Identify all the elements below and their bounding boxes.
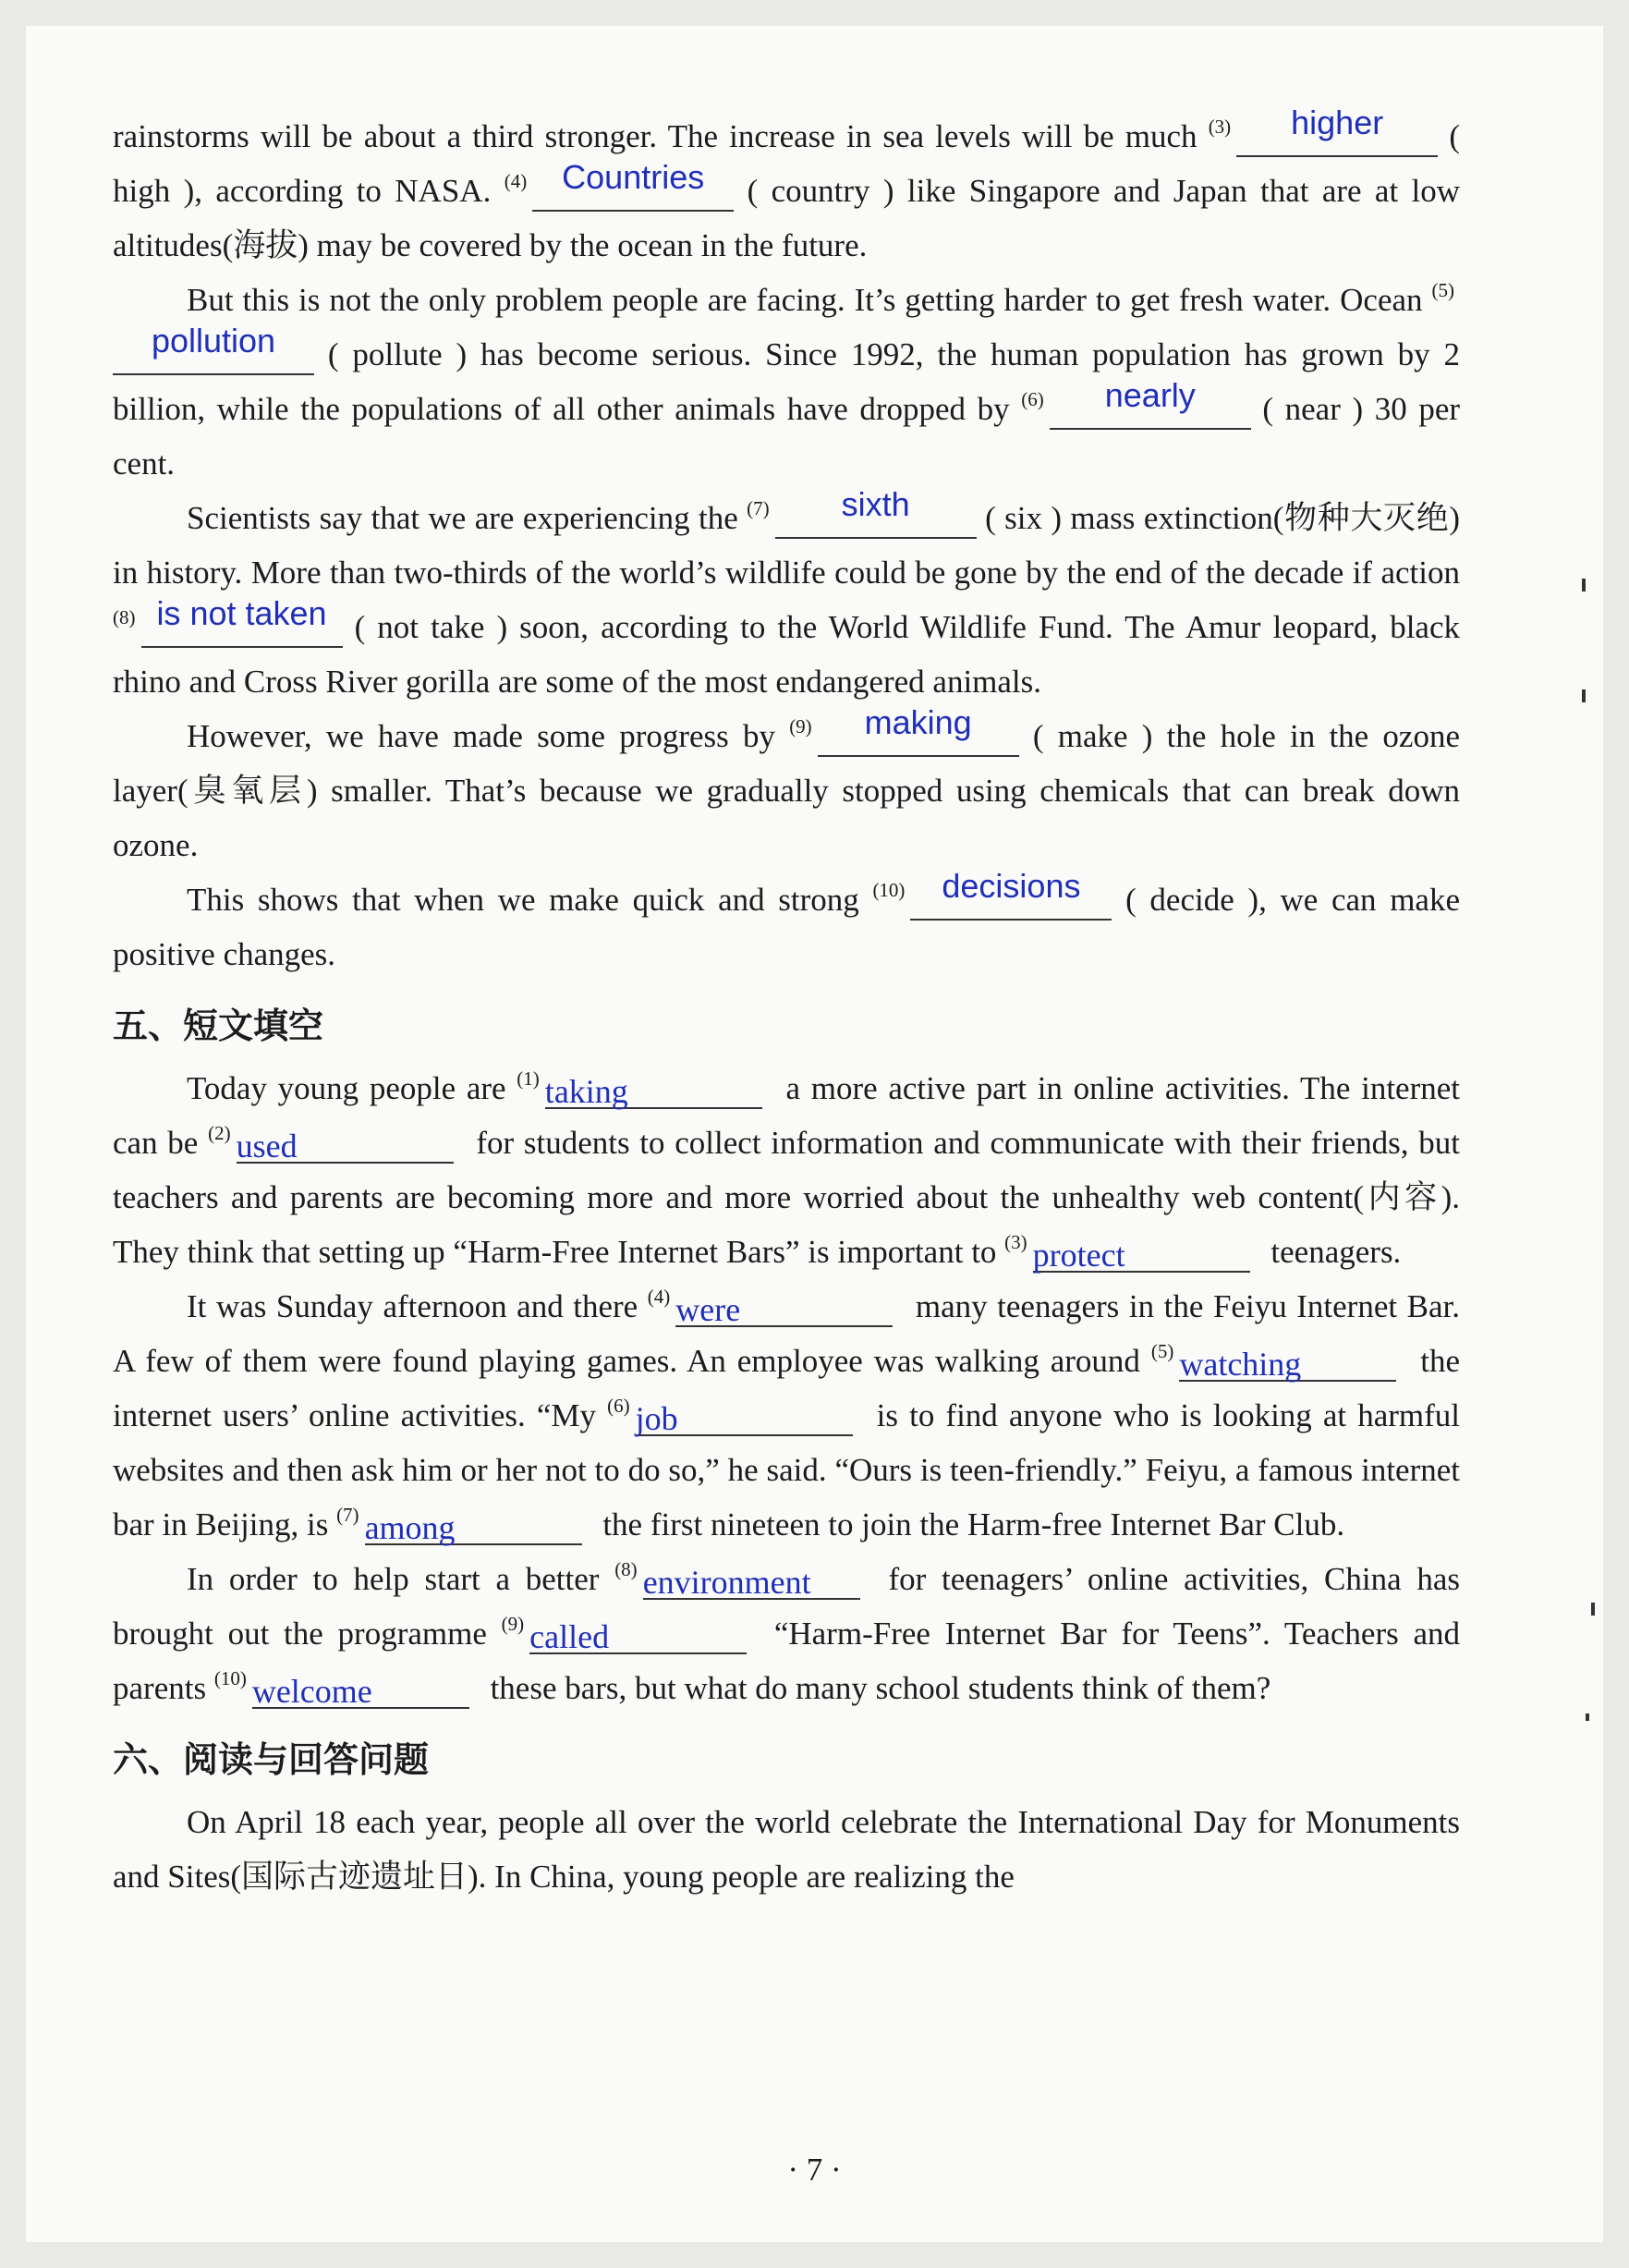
text: However, we have made some progress by bbox=[187, 718, 775, 754]
blank-number: (2) bbox=[208, 1122, 231, 1144]
text: for students to collect information and communicate with their friends, but teachers and parents are becoming more and more worried about the unhealthy web content(内容). They think that setting up “Harm-Free Internet Bars” is important to bbox=[113, 1125, 1461, 1270]
given-letter: t bbox=[544, 1073, 554, 1110]
passage-paragraph bbox=[113, 867, 1461, 982]
answer-blank[interactable] bbox=[252, 1669, 469, 1709]
blank-number: (5) bbox=[1150, 1340, 1174, 1362]
passage-paragraph: On April 18 each year, people all over the world celebrate the International Day for Monuments and Sites(国际古迹遗址日). In China, young people are realizing the bbox=[113, 1804, 1460, 1895]
answer-blank[interactable] bbox=[237, 1124, 454, 1164]
blank-number: (3) bbox=[1208, 116, 1232, 138]
blank-number: (4) bbox=[504, 170, 528, 192]
answer-blank[interactable] bbox=[532, 158, 734, 212]
answer-blank[interactable] bbox=[545, 1069, 762, 1109]
answer-blank[interactable] bbox=[775, 485, 977, 539]
blank-number: (7) bbox=[336, 1504, 359, 1526]
answer-blank[interactable] bbox=[365, 1506, 582, 1545]
answer-blank[interactable] bbox=[1033, 1233, 1250, 1273]
handwritten-answer: rotect bbox=[1049, 1237, 1125, 1274]
blank-number: (8) bbox=[614, 1558, 638, 1580]
given-letter: w bbox=[675, 1291, 700, 1328]
text: ( not take ) soon, according to the World Wildlife Fund. The Amur leopard, black rhino and Cross River gorilla are some of the most endangered animals. bbox=[113, 609, 1460, 700]
scan-mark bbox=[1582, 579, 1586, 591]
text: Scientists say that we are experiencing the bbox=[187, 500, 738, 536]
text: these bars, but what do many school students think of them? bbox=[490, 1670, 1271, 1706]
blank-number: (9) bbox=[789, 715, 812, 738]
handwritten-answer: decisions bbox=[942, 867, 1081, 905]
text: the internet users’ online activities. “My bbox=[113, 1343, 1461, 1433]
given-letter: j bbox=[635, 1400, 645, 1437]
handwritten-answer: alled bbox=[544, 1618, 610, 1655]
text: is to find anyone who is looking at harmful websites and then ask him or her not to do so,” he said. “Ours is teen-friendly.” Feiyu, a famous internet bar in Beijing, is bbox=[113, 1397, 1461, 1542]
handwritten-answer: ere bbox=[699, 1291, 741, 1328]
text: Today young people are bbox=[187, 1070, 506, 1106]
answer-blank[interactable] bbox=[675, 1287, 893, 1327]
text: “Harm-Free Internet Bar for Teens”. Teachers and parents bbox=[113, 1616, 1461, 1706]
text: It was Sunday afternoon and there bbox=[187, 1288, 638, 1324]
text: ( decide ), we can make positive changes. bbox=[113, 882, 1461, 972]
scan-mark bbox=[1586, 1713, 1589, 1721]
handwritten-answer: elcome bbox=[275, 1673, 372, 1710]
text: and Japan that are at low altitudes(海拔) may be covered by the ocean in the future. bbox=[113, 173, 1461, 263]
handwritten-answer: is not taken bbox=[156, 594, 327, 632]
handwritten-answer: nvironment bbox=[657, 1564, 811, 1601]
given-letter: w bbox=[1179, 1346, 1204, 1383]
scan-mark bbox=[1582, 689, 1586, 702]
handwritten-answer: Countries bbox=[562, 158, 705, 196]
text: ( six ) mass extinction(物种大灭绝) in history. More than two-thirds of the world’s wildlife could be gone by the end of the decade if action bbox=[113, 500, 1460, 591]
text: ( near ) 30 per cent. bbox=[113, 391, 1461, 482]
given-letter: w bbox=[251, 1673, 276, 1710]
answer-blank[interactable] bbox=[818, 703, 1019, 757]
text: many teenagers in the Feiyu Internet Bar. A few of them were found playing games. An employee was walking around bbox=[113, 1288, 1460, 1379]
passage-paragraph bbox=[113, 485, 1460, 709]
blank-number: (10) bbox=[872, 879, 906, 901]
blank-number: (4) bbox=[647, 1286, 671, 1308]
handwritten-answer: aking bbox=[553, 1073, 628, 1110]
blank-number: (8) bbox=[113, 606, 136, 628]
given-letter: u bbox=[236, 1128, 253, 1164]
page-content bbox=[113, 104, 1461, 1904]
blank-number: (9) bbox=[501, 1613, 525, 1635]
answer-blank[interactable] bbox=[910, 867, 1112, 921]
handwritten-answer: pollution bbox=[151, 322, 276, 360]
given-letter: a bbox=[364, 1509, 380, 1546]
blank-number: (7) bbox=[747, 497, 770, 519]
blank-number: (1) bbox=[517, 1067, 540, 1090]
page-number: · 7 · bbox=[787, 2152, 842, 2188]
passage-paragraph bbox=[113, 273, 1460, 491]
blank-number: (6) bbox=[1021, 388, 1044, 410]
answer-blank[interactable] bbox=[636, 1396, 853, 1436]
text: rainstorms will be about a third stronger. The increase in sea levels will be much bbox=[113, 118, 1197, 154]
text: But this is not the only problem people are facing. It’s getting harder to get fresh water. bbox=[187, 282, 1331, 318]
text: ( country ) like Singapore bbox=[747, 173, 1100, 209]
blank-number: (10) bbox=[213, 1667, 247, 1689]
handwritten-answer: sed bbox=[252, 1128, 298, 1164]
answer-blank[interactable] bbox=[141, 594, 343, 648]
blank-number: (3) bbox=[1004, 1231, 1027, 1253]
passage-paragraph bbox=[113, 104, 1461, 273]
given-letter: p bbox=[1032, 1237, 1050, 1274]
handwritten-answer: higher bbox=[1291, 104, 1384, 141]
text: Ocean bbox=[1340, 282, 1423, 318]
passage-paragraph bbox=[113, 1552, 1460, 1715]
blank-number: (6) bbox=[607, 1395, 630, 1417]
passage-paragraph bbox=[113, 1279, 1460, 1552]
handwritten-answer: making bbox=[864, 703, 972, 741]
given-letter: e bbox=[642, 1564, 658, 1601]
answer-blank[interactable] bbox=[1236, 104, 1438, 157]
answer-blank[interactable] bbox=[113, 322, 314, 375]
worksheet-page bbox=[26, 26, 1603, 2242]
text: the first nineteen to join the Harm-free Internet Bar Club. bbox=[602, 1506, 1345, 1542]
answer-blank[interactable] bbox=[643, 1560, 860, 1600]
text: ( make ) the hole in the ozone layer(臭氧层) smaller. That’s because we gradually stopped using chemicals that can break down ozone. bbox=[113, 718, 1460, 863]
blank-number: (5) bbox=[1431, 279, 1455, 301]
handwritten-answer: atching bbox=[1203, 1346, 1302, 1383]
handwritten-answer: ob bbox=[644, 1400, 678, 1437]
given-letter: c bbox=[529, 1618, 545, 1655]
text: a more active part in online activities. The internet can be bbox=[113, 1070, 1460, 1161]
scan-mark bbox=[1591, 1603, 1595, 1616]
answer-blank[interactable] bbox=[1179, 1342, 1396, 1382]
answer-blank[interactable] bbox=[529, 1615, 747, 1654]
text: teenagers. bbox=[1270, 1234, 1402, 1270]
section-title: 五、短文填空 bbox=[113, 1006, 324, 1046]
answer-blank[interactable] bbox=[1050, 376, 1251, 430]
handwritten-answer: mong bbox=[379, 1509, 456, 1546]
section-title: 六、阅读与回答问题 bbox=[113, 1739, 430, 1780]
text: This shows that when we make quick and strong bbox=[187, 882, 859, 918]
text: In order to help start a better bbox=[187, 1561, 600, 1597]
text: ( pollute ) has become serious. Since 1992, the human population has grown by 2 billion, while the populations of all other animals have dropped by bbox=[113, 336, 1460, 427]
handwritten-answer: sixth bbox=[841, 485, 910, 523]
passage-paragraph bbox=[113, 703, 1460, 872]
passage-paragraph bbox=[113, 1061, 1460, 1279]
text: for teenagers’ online activities, China has brought out the programme bbox=[113, 1561, 1461, 1652]
text: ( high ), according to NASA. bbox=[113, 118, 1460, 209]
handwritten-answer: nearly bbox=[1104, 376, 1196, 414]
